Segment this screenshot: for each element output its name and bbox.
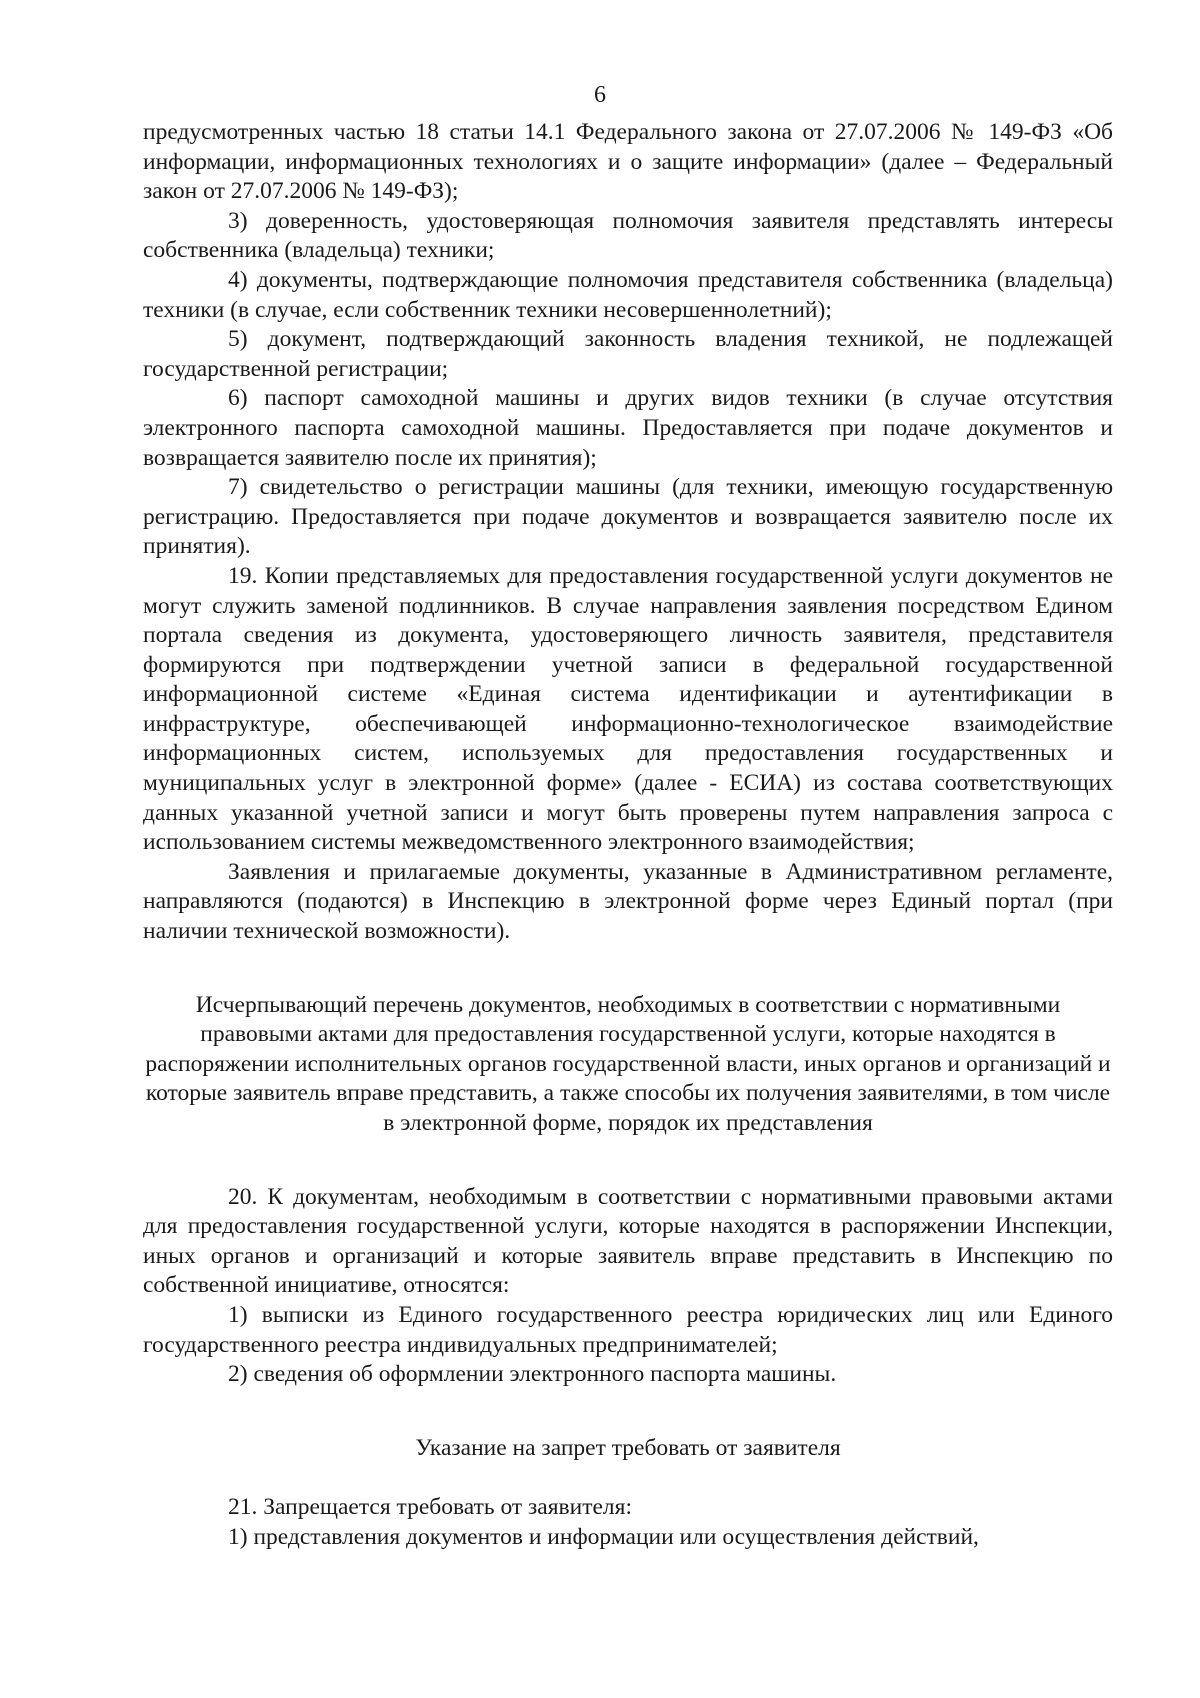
spacer [143,1463,1113,1493]
paragraph-19: 19. Копии представляемых для предоставления государственной услуги документов не могут служить заменой подлинников. В случае направления заявления посредством Едином портала сведения из документа, удостоверяющего личность заявителя, представителя формируются при подтверждении учетной записи в федеральной государственной информационной системе «Единая система идентификации и аутентификации в инфраструктуре, обеспечивающей информационно-технологическое взаимодействие информационных систем, используемых для предоставления государственных и муниципальных услуг в электронной форме» (далее - ЕСИА) из состава соответствующих данных указанной учетной записи и могут быть проверены путем направления запроса с использованием системы межведомственного электронного взаимодействия; [143,562,1113,856]
list-item-3: 3) доверенность, удостоверяющая полномочия заявителя представлять интересы собственника (владельца) техники; [143,207,1113,264]
list-item-6: 6) паспорт самоходной машины и других видов техники (в случае отсутствия электронного паспорта самоходной машины. Предоставляется при подаче документов и возвращается заявителю после их принятия); [143,385,1113,471]
document-body [143,118,1113,1553]
section-heading-prohibition: Указание на запрет требовать от заявителя [415,1434,841,1461]
paragraph-21: 21. Запрещается требовать от заявителя: [228,1494,632,1521]
page-number: 6 [594,82,606,108]
list-item-20-1: 1) выписки из Единого государственного реестра юридических лиц или Единого государственного реестра индивидуальных предпринимателей; [143,1301,1113,1358]
spacer [143,1139,1113,1183]
list-item-4: 4) документы, подтверждающие полномочия представителя собственника (владельца) техники (в случае, если собственник техники несовершеннолетний); [143,266,1113,323]
list-item-21-1: 1) представления документов и информации или осуществления действий, [228,1523,979,1550]
list-item-5: 5) документ, подтверждающий законность владения техникой, не подлежащей государственной регистрации; [143,326,1113,382]
paragraph-20: 20. К документам, необходимым в соответствии с нормативными правовыми актами для предоставления государственной услуги, которые находятся в распоряжении Инспекции, иных органов и организаций и которые заявитель вправе представить в Инспекцию по собственной инициативе, относятся: [143,1183,1113,1299]
list-item-20-2: 2) сведения об оформлении электронного паспорта машины. [228,1361,837,1388]
section-heading-documents: Исчерпывающий перечень документов, необходимых в соответствии с нормативными правовыми актами для предоставления государственной услуги, которые находятся в распоряжении исполнительных органов государственной власти, иных органов и организаций и которые заявитель вправе представить, а также способы их получения заявителями, в том числе в электронной форме, порядок их представления [145,991,1111,1136]
spacer [143,1390,1113,1434]
paragraph-applications: Заявления и прилагаемые документы, указанные в Административном регламенте, направляются (подаются) в Инспекцию в электронной форме через Единый портал (при наличии технической возможности). [143,858,1113,945]
spacer [143,947,1113,991]
list-item-7: 7) свидетельство о регистрации машины (для техники, имеющую государственную регистрацию. Предоставляется при подаче документов и возвращается заявителю после их принятия). [143,474,1113,560]
paragraph-continuation: предусмотренных частью 18 статьи 14.1 Федерального закона от 27.07.2006 № 149-ФЗ «Об информации, информационных технологиях и о защите информации» (далее – Федеральный закон от 27.07.2006 № 149-ФЗ); [143,119,1113,205]
